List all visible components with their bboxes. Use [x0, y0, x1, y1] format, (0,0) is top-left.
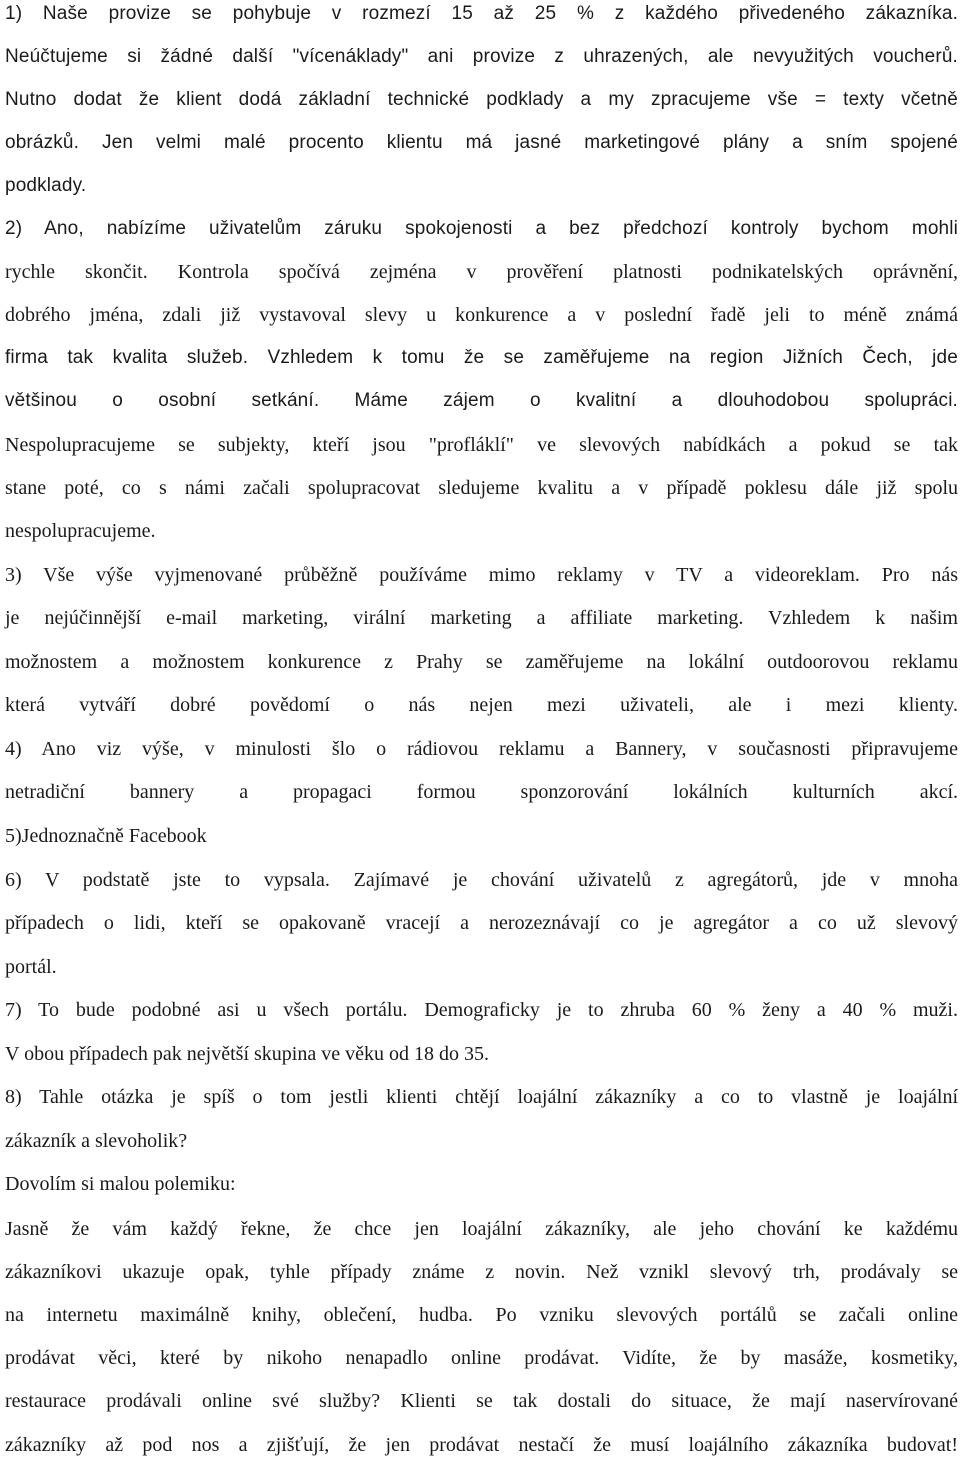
text-line: obrázků. Jen velmi malé procento klientu má jasné marketingové plány a sním spojené — [5, 132, 958, 153]
text-line: rychle skončit. Kontrola spočívá zejména v prověření platnosti podnikatelských oprávnění, — [5, 261, 958, 283]
text-line: nespolupracujeme. — [5, 520, 156, 542]
text-line: Nespolupracujeme se subjekty, kteří jsou "profláklí" ve slevových nabídkách a pokud se tak — [5, 434, 958, 456]
text-line: která vytváří dobré povědomí o nás nejen mezi uživateli, ale i mezi klienty. — [5, 694, 958, 716]
text-line: netradiční bannery a propagaci formou sponzorování lokálních kulturních akcí. — [5, 781, 958, 803]
text-line: je nejúčinnější e-mail marketing, virální marketing a affiliate marketing. Vzhledem k našim — [5, 607, 958, 629]
text-line: 6) V podstatě jste to vypsala. Zajímavé je chování uživatelů z agregátorů, jde v mnoha — [5, 869, 958, 891]
text-line: firma tak kvalita služeb. Vzhledem k tomu že se zaměřujeme na region Jižních Čech, jde — [5, 347, 958, 368]
text-line: možnostem a možnostem konkurence z Prahy se zaměřujeme na lokální outdoorovou reklamu — [5, 651, 958, 673]
text-line: Dovolím si malou polemiku: — [5, 1173, 236, 1195]
text-line: 8) Tahle otázka je spíš o tom jestli klienti chtějí loajální zákazníky a co to vlastně je loajální — [5, 1086, 958, 1108]
text-line: většinou o osobní setkání. Máme zájem o kvalitní a dlouhodobou spolupráci. — [5, 390, 958, 411]
text-line: zákazník a slevoholik? — [5, 1130, 188, 1152]
text-line: 7) To bude podobné asi u všech portálu. Demograficky je to zhruba 60 % ženy a 40 % muži. — [5, 999, 958, 1021]
text-line: dobrého jména, zdali již vystavoval slevy u konkurence a v poslední řadě jeli to méně známá — [5, 304, 958, 326]
text-line: Jasně že vám každý řekne, že chce jen loajální zákazníky, ale jeho chování ke každému — [5, 1218, 958, 1240]
text-line: V obou případech pak největší skupina ve věku od 18 do 35. — [5, 1043, 489, 1065]
text-line: zákazníky až pod nos a zjišťují, že jen prodávat nestačí že musí loajálního zákazníka budovat! — [5, 1434, 958, 1456]
text-line: 1) Naše provize se pohybuje v rozmezí 15 až 25 % z každého přivedeného zákazníka. — [5, 3, 958, 24]
text-line: prodávat věci, které by nikoho nenapadlo online prodávat. Vidíte, že by masáže, kosmetiky, — [5, 1347, 958, 1369]
text-line: podklady. — [5, 175, 87, 196]
text-line: zákazníkovi ukazuje opak, tyhle případy známe z novin. Než vznikl slevový trh, prodávaly se — [5, 1261, 958, 1283]
text-line: 3) Vše výše vyjmenované průběžně používáme mimo reklamy v TV a videoreklam. Pro nás — [5, 564, 958, 586]
text-line: na internetu maximálně knihy, oblečení, hudba. Po vzniku slevových portálů se začali online — [5, 1304, 958, 1326]
text-line: portál. — [5, 956, 57, 978]
text-line: 5)Jednoznačně Facebook — [5, 825, 207, 847]
text-line: případech o lidi, kteří se opakovaně vracejí a nerozeznávají co je agregátor a co už slevový — [5, 912, 958, 934]
text-line: Nutno dodat že klient dodá základní technické podklady a my zpracujeme vše = texty včetně — [5, 89, 958, 110]
text-line: 2) Ano, nabízíme uživatelům záruku spokojenosti a bez předchozí kontroly bychom mohli — [5, 218, 958, 239]
text-line: Neúčtujeme si žádné další "vícenáklady" ani provize z uhrazených, ale nevyužitých voucherů. — [5, 46, 958, 67]
text-line: 4) Ano viz výše, v minulosti šlo o rádiovou reklamu a Bannery, v současnosti připravujeme — [5, 738, 958, 760]
text-line: stane poté, co s námi začali spolupracovat sledujeme kvalitu a v případě poklesu dále již spolu — [5, 477, 958, 499]
text-line: restaurace prodávali online své služby? Klienti se tak dostali do situace, že mají naservírované — [5, 1390, 958, 1412]
